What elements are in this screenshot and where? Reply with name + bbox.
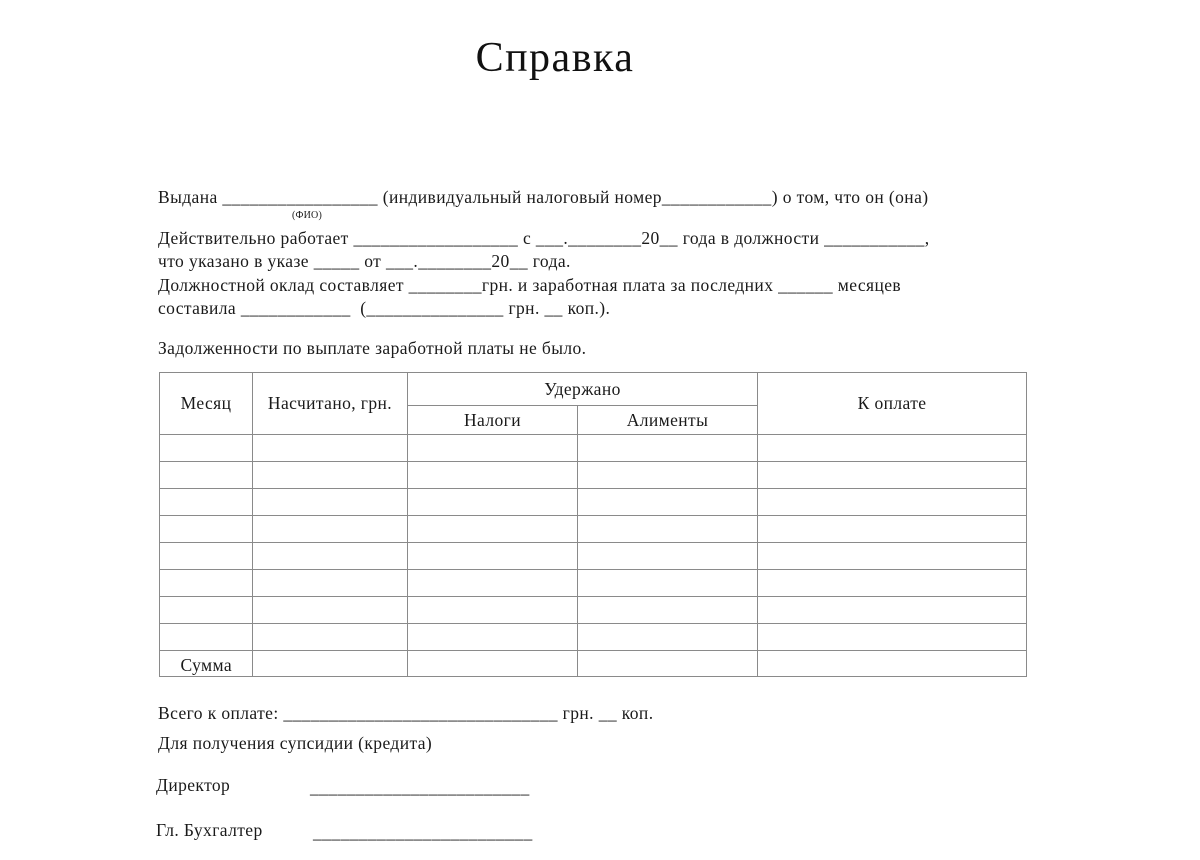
table-row (160, 516, 1027, 543)
accountant-signature-line: ________________________ (313, 822, 533, 842)
director-signature-line: ________________________ (310, 777, 530, 797)
salary-line: Должностной оклад составляет ________грн. и заработная плата за последних ______ месяцев (158, 275, 902, 295)
table-row (160, 489, 1027, 516)
table-row (160, 543, 1027, 570)
accountant-label: Гл. Бухгалтер (156, 820, 263, 840)
table-row (160, 462, 1027, 489)
header-month: Месяц (160, 373, 253, 435)
document-title: Справка (475, 35, 635, 81)
table-row (160, 435, 1027, 462)
header-taxes: Налоги (408, 406, 578, 435)
works-line: Действительно работает __________________ с ___.________20__ года в должности ___________, (158, 228, 930, 248)
table-row (160, 570, 1027, 597)
sum-row (160, 651, 1027, 677)
decree-line: что указано в указе _____ от ___.________20__ года. (158, 251, 571, 271)
purpose-line: Для получения супсидии (кредита) (158, 733, 433, 753)
no-debt-line: Задолженности по выплате заработной платы не было. (158, 338, 587, 358)
header-accrued: Насчитано, грн. (253, 373, 408, 435)
director-label: Директор (156, 775, 231, 795)
issued-line: Выдана _________________ (индивидуальный налоговый номер____________) о том, что он (она) (158, 187, 929, 207)
sum-label: Сумма (160, 651, 253, 677)
header-to-pay: К оплате (758, 373, 1027, 435)
amount-line: составила ____________ (_______________ грн. __ коп.). (158, 298, 611, 318)
total-line: Всего к оплате: ______________________________ грн. __ коп. (158, 703, 654, 723)
fio-caption: (ФИО) (292, 210, 323, 221)
header-withheld: Удержано (408, 373, 758, 406)
table-row (160, 597, 1027, 624)
table-row (160, 624, 1027, 651)
salary-table (159, 372, 1027, 677)
header-alimony: Алименты (578, 406, 758, 435)
